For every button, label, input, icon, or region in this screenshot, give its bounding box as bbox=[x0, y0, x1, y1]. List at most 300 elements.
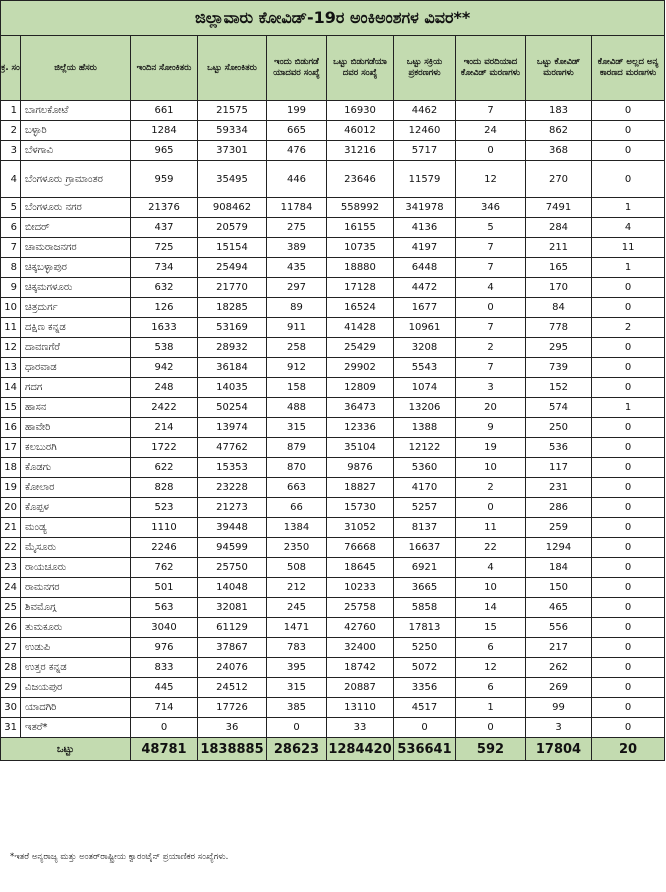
cell-dis-total: 31052 bbox=[327, 518, 394, 538]
cell-dis-today: 2350 bbox=[267, 538, 327, 558]
cell-dis-total: 13110 bbox=[327, 698, 394, 718]
cell-death-total: 465 bbox=[526, 598, 592, 618]
cell-serial: 26 bbox=[1, 618, 21, 638]
cell-district: ಬೆಂಗಳೂರು ಗ್ರಾಮಾಂತರ bbox=[21, 161, 131, 198]
header-district: ಜಿಲ್ಲೆಯ ಹೆಸರು bbox=[21, 36, 131, 101]
header-total-discharged: ಒಟ್ಟು ಬಿಡುಗಡೆಯಾ ದವರ ಸಂಖ್ಯೆ bbox=[327, 36, 394, 101]
cell-serial: 25 bbox=[1, 598, 21, 618]
cell-today: 762 bbox=[131, 558, 198, 578]
table-row bbox=[1, 358, 665, 378]
cell-district: ಬಳ್ಳಾರಿ bbox=[21, 121, 131, 141]
table-row bbox=[1, 458, 665, 478]
cell-active: 5250 bbox=[394, 638, 456, 658]
table-row bbox=[1, 718, 665, 738]
cell-non-covid: 0 bbox=[592, 718, 665, 738]
cell-total: 37867 bbox=[198, 638, 267, 658]
cell-district: ಧಾರವಾಡ bbox=[21, 358, 131, 378]
cell-death-total: 270 bbox=[526, 161, 592, 198]
cell-death-total: 536 bbox=[526, 438, 592, 458]
cell-dis-total: 33 bbox=[327, 718, 394, 738]
cell-active: 4136 bbox=[394, 218, 456, 238]
cell-dis-today: 66 bbox=[267, 498, 327, 518]
cell-serial: 22 bbox=[1, 538, 21, 558]
table-row bbox=[1, 278, 665, 298]
cell-district: ಮೈಸೂರು bbox=[21, 538, 131, 558]
cell-dis-total: 10735 bbox=[327, 238, 394, 258]
cell-non-covid: 0 bbox=[592, 518, 665, 538]
cell-non-covid: 0 bbox=[592, 698, 665, 718]
cell-today: 942 bbox=[131, 358, 198, 378]
cell-today: 563 bbox=[131, 598, 198, 618]
header-today-discharged: ಇಂದು ಬಿಡುಗಡೆ ಯಾದವರ ಸಂಖ್ಯೆ bbox=[267, 36, 327, 101]
cell-dis-total: 32400 bbox=[327, 638, 394, 658]
cell-total: 21575 bbox=[198, 101, 267, 121]
cell-dis-today: 11784 bbox=[267, 198, 327, 218]
cell-serial: 9 bbox=[1, 278, 21, 298]
cell-dis-total: 18827 bbox=[327, 478, 394, 498]
cell-dis-total: 10233 bbox=[327, 578, 394, 598]
cell-total: 24076 bbox=[198, 658, 267, 678]
cell-active: 4197 bbox=[394, 238, 456, 258]
table-row bbox=[1, 638, 665, 658]
cell-district: ಶಿವಮೊಗ್ಗ bbox=[21, 598, 131, 618]
cell-death-total: 211 bbox=[526, 238, 592, 258]
cell-district: ಚಿಕ್ಕಬಳ್ಳಾಪುರ bbox=[21, 258, 131, 278]
cell-serial: 17 bbox=[1, 438, 21, 458]
table-row bbox=[1, 258, 665, 278]
cell-today: 976 bbox=[131, 638, 198, 658]
cell-today: 833 bbox=[131, 658, 198, 678]
table-row bbox=[1, 418, 665, 438]
cell-serial: 27 bbox=[1, 638, 21, 658]
cell-dis-today: 488 bbox=[267, 398, 327, 418]
cell-non-covid: 0 bbox=[592, 458, 665, 478]
cell-district: ಹಾವೇರಿ bbox=[21, 418, 131, 438]
cell-today: 248 bbox=[131, 378, 198, 398]
cell-dis-today: 385 bbox=[267, 698, 327, 718]
cell-dis-total: 41428 bbox=[327, 318, 394, 338]
cell-death-today: 10 bbox=[456, 578, 526, 598]
cell-today: 632 bbox=[131, 278, 198, 298]
cell-total: 36 bbox=[198, 718, 267, 738]
cell-dis-total: 16155 bbox=[327, 218, 394, 238]
cell-total: 15353 bbox=[198, 458, 267, 478]
header-total-infected: ಒಟ್ಟು ಸೋಂಕಿತರು bbox=[198, 36, 267, 101]
table-row bbox=[1, 298, 665, 318]
table-row bbox=[1, 398, 665, 418]
cell-total: 21273 bbox=[198, 498, 267, 518]
cell-serial: 5 bbox=[1, 198, 21, 218]
cell-total: 21770 bbox=[198, 278, 267, 298]
cell-serial: 2 bbox=[1, 121, 21, 141]
cell-non-covid: 1 bbox=[592, 258, 665, 278]
cell-non-covid: 0 bbox=[592, 498, 665, 518]
cell-district: ಬೆಂಗಳೂರು ನಗರ bbox=[21, 198, 131, 218]
cell-total: 25494 bbox=[198, 258, 267, 278]
cell-dis-today: 665 bbox=[267, 121, 327, 141]
cell-active: 12122 bbox=[394, 438, 456, 458]
cell-non-covid: 0 bbox=[592, 618, 665, 638]
cell-today: 0 bbox=[131, 718, 198, 738]
cell-death-today: 20 bbox=[456, 398, 526, 418]
cell-district: ಕೊಡಗು bbox=[21, 458, 131, 478]
cell-death-today: 4 bbox=[456, 278, 526, 298]
cell-death-total: 170 bbox=[526, 278, 592, 298]
cell-active: 3665 bbox=[394, 578, 456, 598]
cell-district: ಯಾದಗಿರಿ bbox=[21, 698, 131, 718]
totals-dis-today: 28623 bbox=[267, 738, 327, 761]
cell-dis-today: 258 bbox=[267, 338, 327, 358]
cell-non-covid: 2 bbox=[592, 318, 665, 338]
cell-dis-total: 46012 bbox=[327, 121, 394, 141]
cell-total: 14035 bbox=[198, 378, 267, 398]
cell-death-total: 368 bbox=[526, 141, 592, 161]
cell-death-today: 14 bbox=[456, 598, 526, 618]
cell-serial: 16 bbox=[1, 418, 21, 438]
cell-serial: 4 bbox=[1, 161, 21, 198]
cell-total: 37301 bbox=[198, 141, 267, 161]
cell-death-total: 862 bbox=[526, 121, 592, 141]
table-row bbox=[1, 578, 665, 598]
cell-serial: 19 bbox=[1, 478, 21, 498]
cell-total: 23228 bbox=[198, 478, 267, 498]
cell-today: 959 bbox=[131, 161, 198, 198]
cell-dis-total: 15730 bbox=[327, 498, 394, 518]
cell-active: 6448 bbox=[394, 258, 456, 278]
totals-total: 1838885 bbox=[198, 738, 267, 761]
cell-death-today: 12 bbox=[456, 161, 526, 198]
cell-serial: 11 bbox=[1, 318, 21, 338]
cell-total: 15154 bbox=[198, 238, 267, 258]
cell-district: ಬೀದರ್ bbox=[21, 218, 131, 238]
cell-total: 25750 bbox=[198, 558, 267, 578]
cell-district: ಇತರೆ* bbox=[21, 718, 131, 738]
totals-dis-total: 1284420 bbox=[327, 738, 394, 761]
cell-non-covid: 0 bbox=[592, 298, 665, 318]
cell-serial: 29 bbox=[1, 678, 21, 698]
cell-active: 13206 bbox=[394, 398, 456, 418]
header-serial: ಕ್ರ. ಸಂ bbox=[1, 36, 21, 101]
cell-active: 16637 bbox=[394, 538, 456, 558]
cell-district: ಬೆಳಗಾವಿ bbox=[21, 141, 131, 161]
cell-death-total: 231 bbox=[526, 478, 592, 498]
cell-non-covid: 0 bbox=[592, 598, 665, 618]
cell-non-covid: 0 bbox=[592, 578, 665, 598]
cell-active: 5717 bbox=[394, 141, 456, 161]
cell-dis-today: 158 bbox=[267, 378, 327, 398]
cell-dis-total: 9876 bbox=[327, 458, 394, 478]
cell-total: 13974 bbox=[198, 418, 267, 438]
cell-total: 94599 bbox=[198, 538, 267, 558]
cell-district: ಚಿಕ್ಕಮಗಳೂರು bbox=[21, 278, 131, 298]
header-today-deaths: ಇಂದು ವರದಿಯಾದ ಕೋವಿಡ್ ಮರಣಗಳು bbox=[456, 36, 526, 101]
cell-active: 4472 bbox=[394, 278, 456, 298]
table-row bbox=[1, 618, 665, 638]
cell-serial: 28 bbox=[1, 658, 21, 678]
cell-active: 12460 bbox=[394, 121, 456, 141]
cell-dis-today: 446 bbox=[267, 161, 327, 198]
cell-active: 4462 bbox=[394, 101, 456, 121]
cell-serial: 14 bbox=[1, 378, 21, 398]
cell-dis-today: 315 bbox=[267, 678, 327, 698]
cell-district: ದಾವಣಗೆರೆ bbox=[21, 338, 131, 358]
cell-death-total: 284 bbox=[526, 218, 592, 238]
totals-label: ಒಟ್ಟು bbox=[1, 738, 131, 761]
table-row bbox=[1, 378, 665, 398]
cell-dis-today: 1471 bbox=[267, 618, 327, 638]
cell-non-covid: 0 bbox=[592, 141, 665, 161]
cell-dis-today: 0 bbox=[267, 718, 327, 738]
cell-non-covid: 0 bbox=[592, 558, 665, 578]
cell-non-covid: 0 bbox=[592, 418, 665, 438]
cell-death-total: 7491 bbox=[526, 198, 592, 218]
cell-district: ಉಡುಪಿ bbox=[21, 638, 131, 658]
cell-today: 21376 bbox=[131, 198, 198, 218]
cell-death-today: 11 bbox=[456, 518, 526, 538]
cell-active: 341978 bbox=[394, 198, 456, 218]
cell-non-covid: 0 bbox=[592, 161, 665, 198]
table-row bbox=[1, 478, 665, 498]
cell-dis-total: 16524 bbox=[327, 298, 394, 318]
header-today-infected: ಇಂದಿನ ಸೋಂಕಿತರು bbox=[131, 36, 198, 101]
table-row bbox=[1, 218, 665, 238]
cell-serial: 8 bbox=[1, 258, 21, 278]
cell-death-today: 2 bbox=[456, 478, 526, 498]
cell-dis-today: 435 bbox=[267, 258, 327, 278]
totals-today: 48781 bbox=[131, 738, 198, 761]
cell-death-total: 574 bbox=[526, 398, 592, 418]
cell-total: 50254 bbox=[198, 398, 267, 418]
table-row bbox=[1, 238, 665, 258]
cell-dis-total: 36473 bbox=[327, 398, 394, 418]
table-row bbox=[1, 558, 665, 578]
cell-death-total: 250 bbox=[526, 418, 592, 438]
cell-dis-today: 89 bbox=[267, 298, 327, 318]
cell-active: 17813 bbox=[394, 618, 456, 638]
cell-today: 1722 bbox=[131, 438, 198, 458]
cell-death-total: 286 bbox=[526, 498, 592, 518]
header-active-cases: ಒಟ್ಟು ಸಕ್ರಿಯ ಪ್ರಕರಣಗಳು bbox=[394, 36, 456, 101]
cell-district: ದಕ್ಷಿಣ ಕನ್ನಡ bbox=[21, 318, 131, 338]
cell-active: 4170 bbox=[394, 478, 456, 498]
cell-dis-today: 297 bbox=[267, 278, 327, 298]
cell-dis-today: 315 bbox=[267, 418, 327, 438]
cell-death-today: 346 bbox=[456, 198, 526, 218]
cell-dis-total: 17128 bbox=[327, 278, 394, 298]
cell-dis-today: 879 bbox=[267, 438, 327, 458]
cell-today: 214 bbox=[131, 418, 198, 438]
cell-death-total: 1294 bbox=[526, 538, 592, 558]
cell-non-covid: 0 bbox=[592, 101, 665, 121]
cell-total: 53169 bbox=[198, 318, 267, 338]
cell-serial: 13 bbox=[1, 358, 21, 378]
cell-death-total: 3 bbox=[526, 718, 592, 738]
cell-active: 3208 bbox=[394, 338, 456, 358]
cell-today: 725 bbox=[131, 238, 198, 258]
cell-district: ಬಾಗಲಕೋಟೆ bbox=[21, 101, 131, 121]
cell-death-total: 259 bbox=[526, 518, 592, 538]
cell-death-today: 6 bbox=[456, 638, 526, 658]
cell-death-today: 6 bbox=[456, 678, 526, 698]
cell-dis-total: 76668 bbox=[327, 538, 394, 558]
cell-dis-today: 476 bbox=[267, 141, 327, 161]
table-row bbox=[1, 338, 665, 358]
cell-death-today: 5 bbox=[456, 218, 526, 238]
cell-death-today: 7 bbox=[456, 258, 526, 278]
cell-today: 445 bbox=[131, 678, 198, 698]
cell-total: 24512 bbox=[198, 678, 267, 698]
cell-dis-total: 18742 bbox=[327, 658, 394, 678]
cell-death-today: 19 bbox=[456, 438, 526, 458]
cell-district: ಕಲಬುರಗಿ bbox=[21, 438, 131, 458]
cell-dis-today: 245 bbox=[267, 598, 327, 618]
cell-active: 1677 bbox=[394, 298, 456, 318]
table-row bbox=[1, 698, 665, 718]
cell-district: ಕೋಲಾರ bbox=[21, 478, 131, 498]
cell-district: ಕೊಪ್ಪಳ bbox=[21, 498, 131, 518]
cell-non-covid: 0 bbox=[592, 338, 665, 358]
cell-non-covid: 0 bbox=[592, 478, 665, 498]
table-row bbox=[1, 538, 665, 558]
cell-death-total: 739 bbox=[526, 358, 592, 378]
cell-death-today: 3 bbox=[456, 378, 526, 398]
cell-total: 908462 bbox=[198, 198, 267, 218]
cell-death-total: 150 bbox=[526, 578, 592, 598]
cell-total: 20579 bbox=[198, 218, 267, 238]
table-row bbox=[1, 658, 665, 678]
cell-today: 714 bbox=[131, 698, 198, 718]
cell-dis-today: 663 bbox=[267, 478, 327, 498]
cell-death-today: 2 bbox=[456, 338, 526, 358]
cell-active: 5072 bbox=[394, 658, 456, 678]
table-row bbox=[1, 161, 665, 198]
cell-death-total: 269 bbox=[526, 678, 592, 698]
cell-district: ರಾಮನಗರ bbox=[21, 578, 131, 598]
cell-today: 523 bbox=[131, 498, 198, 518]
cell-serial: 15 bbox=[1, 398, 21, 418]
cell-today: 2246 bbox=[131, 538, 198, 558]
cell-today: 1633 bbox=[131, 318, 198, 338]
cell-serial: 3 bbox=[1, 141, 21, 161]
cell-active: 0 bbox=[394, 718, 456, 738]
cell-non-covid: 0 bbox=[592, 638, 665, 658]
cell-non-covid: 4 bbox=[592, 218, 665, 238]
cell-district: ಉತ್ತರ ಕನ್ನಡ bbox=[21, 658, 131, 678]
cell-death-total: 183 bbox=[526, 101, 592, 121]
cell-district: ಮಂಡ್ಯ bbox=[21, 518, 131, 538]
cell-dis-total: 16930 bbox=[327, 101, 394, 121]
cell-serial: 21 bbox=[1, 518, 21, 538]
table-row bbox=[1, 438, 665, 458]
cell-non-covid: 0 bbox=[592, 678, 665, 698]
cell-total: 28932 bbox=[198, 338, 267, 358]
cell-serial: 10 bbox=[1, 298, 21, 318]
table-row bbox=[1, 121, 665, 141]
table-row bbox=[1, 678, 665, 698]
cell-dis-total: 558992 bbox=[327, 198, 394, 218]
cell-non-covid: 0 bbox=[592, 658, 665, 678]
cell-non-covid: 0 bbox=[592, 358, 665, 378]
cell-dis-total: 20887 bbox=[327, 678, 394, 698]
table-body bbox=[1, 101, 665, 738]
cell-active: 6921 bbox=[394, 558, 456, 578]
cell-death-total: 84 bbox=[526, 298, 592, 318]
cell-death-today: 0 bbox=[456, 498, 526, 518]
cell-today: 3040 bbox=[131, 618, 198, 638]
cell-district: ಚಿತ್ರದುರ್ಗ bbox=[21, 298, 131, 318]
cell-death-today: 10 bbox=[456, 458, 526, 478]
table-row bbox=[1, 198, 665, 218]
cell-dis-total: 29902 bbox=[327, 358, 394, 378]
cell-death-today: 12 bbox=[456, 658, 526, 678]
cell-today: 538 bbox=[131, 338, 198, 358]
cell-total: 35495 bbox=[198, 161, 267, 198]
cell-death-total: 152 bbox=[526, 378, 592, 398]
cell-death-today: 7 bbox=[456, 101, 526, 121]
footnote: *ಇತರೆ ಅನ್ಯರಾಜ್ಯ ಮತ್ತು ಅಂತರ್‌ರಾಷ್ಟ್ರೀಯ ಕ್ವಾರಂಟೈನ್ ಪ್ರಯಾಣಿಕರ ಸಂಖ್ಯೆಗಳು. bbox=[10, 852, 229, 862]
table-row bbox=[1, 101, 665, 121]
cell-non-covid: 0 bbox=[592, 378, 665, 398]
table-row bbox=[1, 141, 665, 161]
cell-dis-total: 25429 bbox=[327, 338, 394, 358]
cell-total: 32081 bbox=[198, 598, 267, 618]
cell-dis-total: 23646 bbox=[327, 161, 394, 198]
cell-dis-total: 12809 bbox=[327, 378, 394, 398]
cell-death-today: 7 bbox=[456, 358, 526, 378]
cell-active: 5543 bbox=[394, 358, 456, 378]
cell-today: 1284 bbox=[131, 121, 198, 141]
cell-dis-total: 25758 bbox=[327, 598, 394, 618]
cell-serial: 31 bbox=[1, 718, 21, 738]
cell-today: 2422 bbox=[131, 398, 198, 418]
cell-death-total: 556 bbox=[526, 618, 592, 638]
cell-dis-today: 783 bbox=[267, 638, 327, 658]
table-title: ಜಿಲ್ಲಾವಾರು ಕೋವಿಡ್-19ರ ಅಂಕಿಅಂಶಗಳ ವಿವರ** bbox=[1, 1, 665, 36]
cell-serial: 12 bbox=[1, 338, 21, 358]
cell-serial: 20 bbox=[1, 498, 21, 518]
cell-serial: 18 bbox=[1, 458, 21, 478]
cell-dis-today: 912 bbox=[267, 358, 327, 378]
cell-total: 14048 bbox=[198, 578, 267, 598]
totals-death-total: 17804 bbox=[526, 738, 592, 761]
cell-non-covid: 11 bbox=[592, 238, 665, 258]
cell-death-today: 22 bbox=[456, 538, 526, 558]
cell-active: 10961 bbox=[394, 318, 456, 338]
cell-today: 437 bbox=[131, 218, 198, 238]
cell-death-total: 778 bbox=[526, 318, 592, 338]
table-row bbox=[1, 598, 665, 618]
cell-active: 11579 bbox=[394, 161, 456, 198]
cell-active: 5360 bbox=[394, 458, 456, 478]
cell-today: 661 bbox=[131, 101, 198, 121]
cell-death-total: 262 bbox=[526, 658, 592, 678]
cell-death-today: 7 bbox=[456, 238, 526, 258]
cell-active: 5257 bbox=[394, 498, 456, 518]
cell-dis-today: 508 bbox=[267, 558, 327, 578]
cell-district: ತುಮಕೂರು bbox=[21, 618, 131, 638]
cell-dis-total: 12336 bbox=[327, 418, 394, 438]
cell-non-covid: 0 bbox=[592, 438, 665, 458]
table-row bbox=[1, 498, 665, 518]
cell-total: 17726 bbox=[198, 698, 267, 718]
cell-dis-today: 395 bbox=[267, 658, 327, 678]
cell-non-covid: 1 bbox=[592, 398, 665, 418]
cell-total: 47762 bbox=[198, 438, 267, 458]
cell-today: 965 bbox=[131, 141, 198, 161]
cell-today: 1110 bbox=[131, 518, 198, 538]
cell-death-today: 0 bbox=[456, 298, 526, 318]
cell-today: 828 bbox=[131, 478, 198, 498]
